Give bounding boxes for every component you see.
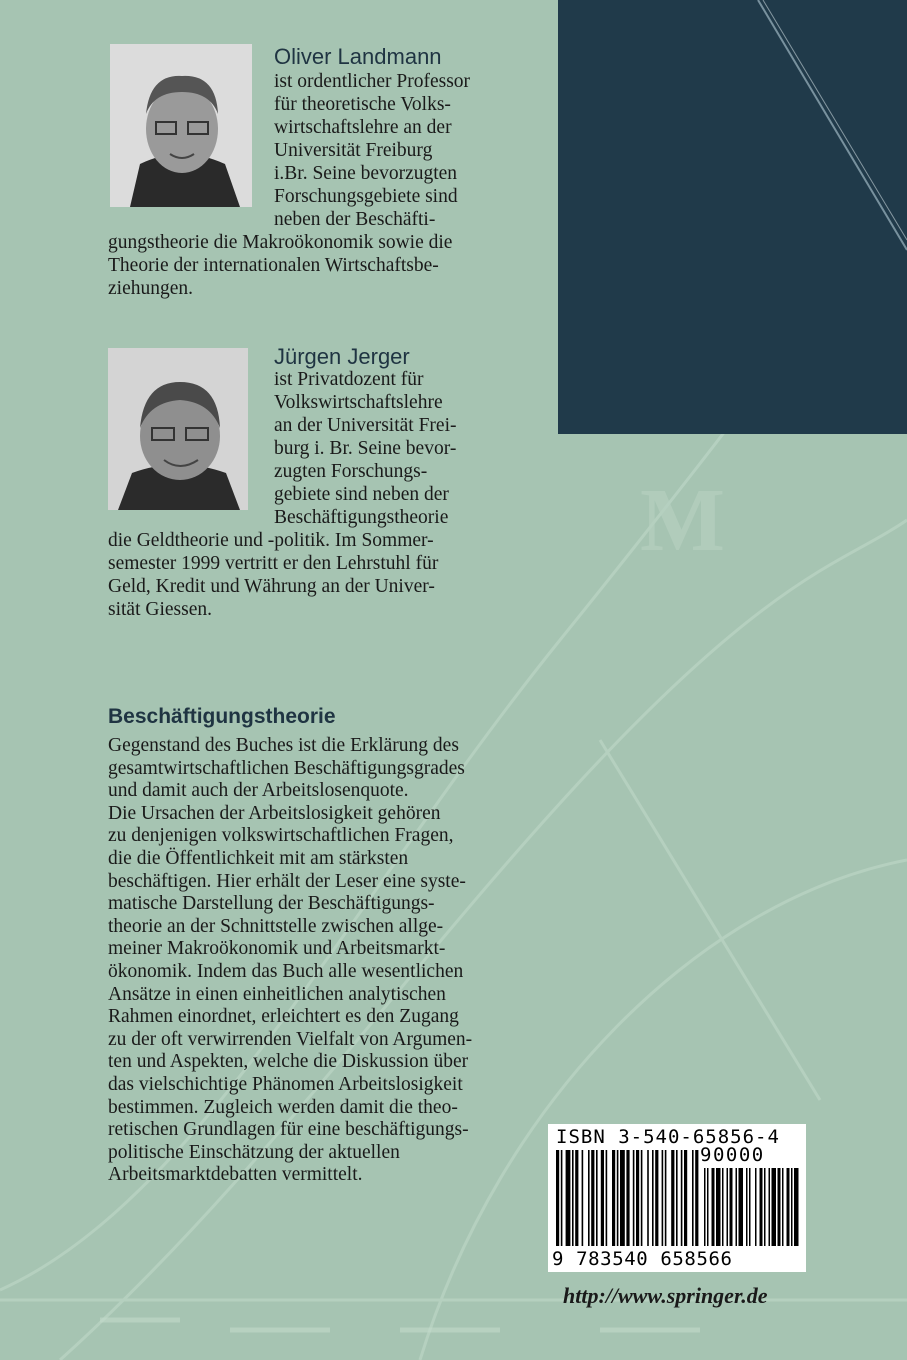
bio-line: zugten Forschungs-	[274, 461, 428, 482]
description-line: gesamtwirtschaftlichen Beschäftigungsgrades	[108, 757, 465, 779]
isbn-barcode	[548, 1124, 806, 1272]
description-line: matische Darstellung der Beschäftigungs-	[108, 893, 435, 915]
description-line: zu der oft verwirrenden Vielfalt von Argumen-	[108, 1028, 473, 1050]
bio-line: Beschäftigungstheorie	[274, 507, 449, 528]
bio-line: ziehungen.	[108, 278, 194, 299]
description-line: meiner Makroökonomik und Arbeitsmarkt-	[108, 938, 446, 960]
bio-line: wirtschaftslehre an der	[274, 117, 452, 138]
bio-line: i.Br. Seine bevorzugten	[274, 163, 458, 184]
description-line: die die Öffentlichkeit mit am stärksten	[108, 848, 409, 869]
bio-line: Geld, Kredit und Währung an der Univer-	[108, 576, 435, 597]
bio-line: für theoretische Volks-	[274, 94, 451, 115]
author-name: Jürgen Jerger	[274, 344, 410, 369]
description-line: bestimmen. Zugleich werden damit die theo-	[108, 1096, 458, 1118]
bio-line: Universität Freiburg	[274, 140, 433, 161]
description-line: politische Einschätzung der aktuellen	[108, 1141, 400, 1163]
description-line: das vielschichtige Phänomen Arbeitslosigkeit	[108, 1074, 463, 1095]
bio-line: ist ordentlicher Professor	[274, 71, 471, 92]
description-line: Ansätze in einen einheitlichen analytischen	[108, 983, 446, 1005]
description-line: zu denjenigen volkswirtschaftlichen Fragen,	[108, 825, 454, 847]
portrait-icon	[110, 44, 252, 207]
description-line: Arbeitsmarktdebatten vermittelt.	[108, 1164, 363, 1186]
isbn-label: ISBN 3-540-65856-4	[556, 1126, 780, 1148]
description-line: theorie an der Schnittstelle zwischen allge-	[108, 915, 444, 937]
barcode-ean-digits: 9 783540 658566	[552, 1248, 733, 1270]
description-line: Die Ursachen der Arbeitslosigkeit gehören	[108, 802, 441, 824]
bio-line: sität Giessen.	[108, 599, 212, 620]
description-line: beschäftigen. Hier erhält der Leser eine syste-	[108, 870, 466, 892]
description-line: Rahmen einordnet, erleichtert es den Zugang	[108, 1006, 459, 1028]
description-line: ökonomik. Indem das Buch alle wesentlichen	[108, 961, 464, 982]
bio-line: die Geldtheorie und -politik. Im Sommer-	[108, 530, 434, 551]
book-title: Beschäftigungstheorie	[108, 705, 336, 728]
description-line: ten und Aspekten, welche die Diskussion über	[108, 1051, 469, 1073]
bio-line: semester 1999 vertritt er den Lehrstuhl für	[108, 553, 439, 574]
bio-line: neben der Beschäfti-	[274, 209, 436, 230]
bio-line: Theorie der internationalen Wirtschaftsbe-	[108, 255, 439, 276]
bio-line: gebiete sind neben der	[274, 484, 449, 505]
bio-line: gungstheorie die Makroökonomik sowie die	[108, 232, 453, 253]
description-line: Gegenstand des Buches ist die Erklärung des	[108, 735, 459, 756]
author-photo-jerger	[108, 348, 248, 510]
dark-corner-panel	[558, 0, 907, 434]
portrait-icon	[108, 348, 248, 510]
author-photo-landmann	[110, 44, 252, 207]
bio-line: Forschungsgebiete sind	[274, 186, 458, 207]
svg-text:M: M	[640, 471, 725, 570]
bio-line: Volkswirtschaftslehre	[274, 392, 443, 413]
publisher-website-link[interactable]: http://www.springer.de	[563, 1283, 768, 1308]
description-line: retischen Grundlagen für eine beschäftigungs-	[108, 1119, 469, 1141]
description-line: und damit auch der Arbeitslosenquote.	[108, 780, 409, 802]
bio-line: ist Privatdozent für	[274, 369, 424, 390]
barcode-addon-digits: 90000	[700, 1144, 765, 1166]
author-name: Oliver Landmann	[274, 44, 442, 69]
bio-line: burg i. Br. Seine bevor-	[274, 438, 457, 459]
bio-line: an der Universität Frei-	[274, 415, 457, 436]
